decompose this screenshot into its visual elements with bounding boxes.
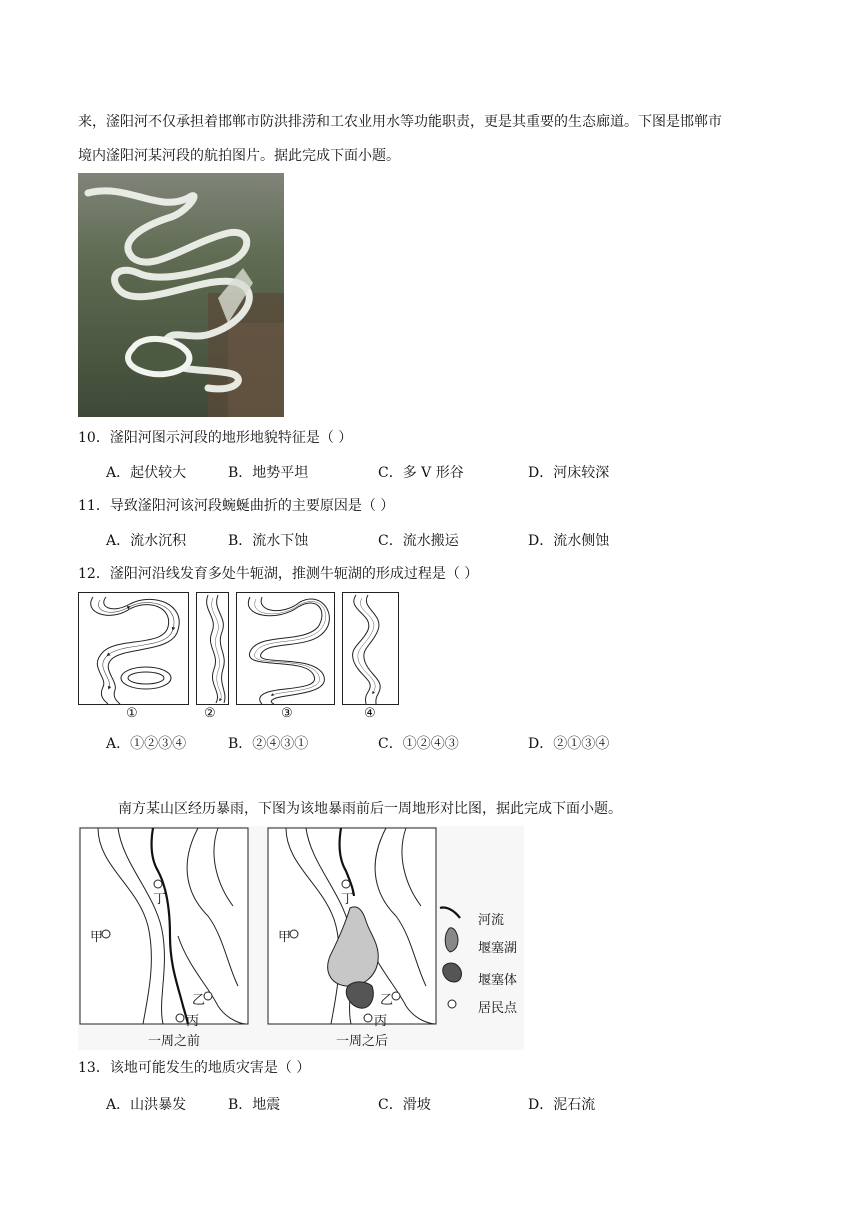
map-before-panel xyxy=(80,828,248,1024)
oxbow-panel-3 xyxy=(237,593,335,705)
oxbow-panel-4 xyxy=(343,593,399,705)
q10-option-a[interactable]: A．起伏较大 xyxy=(106,465,187,481)
panel-label-4: ④ xyxy=(364,706,376,721)
oxbow-panel-2 xyxy=(197,593,229,705)
landslide-map xyxy=(78,826,524,1050)
map-legend xyxy=(440,907,461,1008)
q11-option-b[interactable]: B．流水下蚀 xyxy=(228,533,309,549)
q12-option-d[interactable]: D．②①③④ xyxy=(528,736,610,752)
q11-option-c[interactable]: C．流水搬运 xyxy=(378,533,459,549)
q13-option-d[interactable]: D．泥石流 xyxy=(528,1097,596,1113)
map-caption-after: 一周之后 xyxy=(336,1034,389,1049)
legend-landslide-dam: 堰塞体 xyxy=(478,973,518,988)
q11-option-d[interactable]: D．流水侧蚀 xyxy=(528,533,610,549)
q13-option-c[interactable]: C．滑坡 xyxy=(378,1097,431,1113)
q12-option-c[interactable]: C．①②④③ xyxy=(378,736,459,752)
q12-option-a[interactable]: A．①②③④ xyxy=(106,736,187,752)
map-caption-before: 一周之前 xyxy=(148,1034,201,1049)
q13-option-b[interactable]: B．地震 xyxy=(228,1097,281,1113)
panel-label-2: ② xyxy=(204,706,216,721)
oxbow-diagram xyxy=(78,592,400,724)
q12-option-b[interactable]: B．②④③① xyxy=(228,736,309,752)
question-12-stem: 12．滏阳河沿线发育多处牛轭湖，推测牛轭湖的形成过程是（ ） xyxy=(78,566,479,582)
q10-option-d[interactable]: D．河床较深 xyxy=(528,465,610,481)
legend-river: 河流 xyxy=(478,913,505,928)
aerial-river-photo xyxy=(78,173,284,417)
map-label-jia-before: 甲 xyxy=(90,930,104,945)
map-label-yi-after: 乙 xyxy=(380,993,394,1008)
map-label-bing-before: 丙 xyxy=(186,1014,200,1029)
oxbow-panel-1 xyxy=(79,593,189,705)
intro-line-1: 来，滏阳河不仅承担着邯郸市防洪排涝和工农业用水等功能职责，更是其重要的生态廊道。下图是邯郸市 xyxy=(78,114,722,130)
map-label-bing-after: 丙 xyxy=(374,1014,388,1029)
question-11-stem: 11．导致滏阳河该河段蜿蜒曲折的主要原因是（ ） xyxy=(78,498,395,514)
q13-option-a[interactable]: A．山洪暴发 xyxy=(106,1097,187,1113)
panel-label-3: ③ xyxy=(281,706,293,721)
map-label-yi-before: 乙 xyxy=(192,993,206,1008)
map-label-ding-before: 丁 xyxy=(153,892,167,907)
q11-option-a[interactable]: A．流水沉积 xyxy=(106,533,187,549)
panel-label-1: ① xyxy=(126,706,138,721)
map-label-ding-after: 丁 xyxy=(341,892,355,907)
legend-dammed-lake: 堰塞湖 xyxy=(478,941,518,956)
question-10-stem: 10．滏阳河图示河段的地形地貌特征是（ ） xyxy=(78,430,353,446)
question-13-stem: 13．该地可能发生的地质灾害是（ ） xyxy=(78,1060,311,1076)
q10-option-b[interactable]: B．地势平坦 xyxy=(228,465,309,481)
intro-2: 南方某山区经历暴雨，下图为该地暴雨前后一周地形对比图，据此完成下面小题。 xyxy=(118,801,622,817)
map-label-jia-after: 甲 xyxy=(278,930,292,945)
legend-settlement: 居民点 xyxy=(478,1001,518,1016)
q10-option-c[interactable]: C．多 V 形谷 xyxy=(378,465,464,481)
intro-line-2: 境内滏阳河某河段的航拍图片。据此完成下面小题。 xyxy=(78,148,400,164)
map-after-panel xyxy=(268,828,436,1024)
